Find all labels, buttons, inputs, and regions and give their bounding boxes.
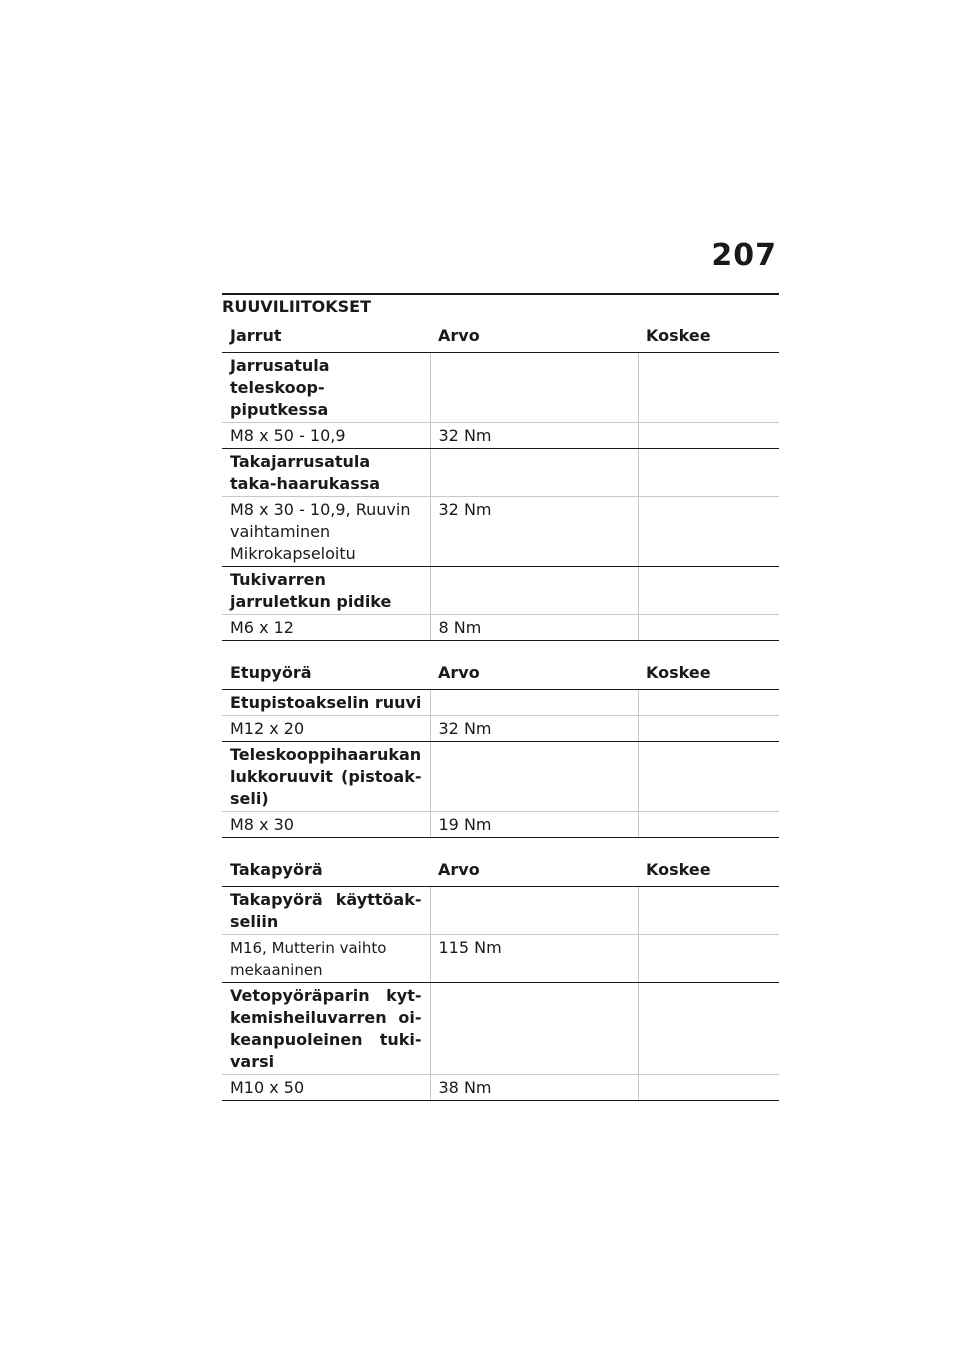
cell-part: Etupistoakselin ruuvi bbox=[222, 690, 430, 716]
column-header-applies: Koskee bbox=[638, 318, 779, 353]
cell-value: 115 Nm bbox=[430, 935, 638, 983]
table-spacer bbox=[222, 838, 779, 852]
cell-applies bbox=[638, 423, 779, 449]
cell-applies bbox=[638, 812, 779, 838]
cell-applies bbox=[638, 742, 779, 812]
cell-value: 32 Nm bbox=[430, 716, 638, 742]
cell-part: Jarrusatula teleskoop-piputkessa bbox=[222, 353, 430, 423]
cell-value bbox=[430, 353, 638, 423]
torque-tables bbox=[222, 318, 779, 1101]
cell-part: Takapyörä käyttöak-seliin bbox=[222, 887, 430, 935]
table-header-row bbox=[222, 655, 779, 690]
cell-value bbox=[430, 449, 638, 497]
cell-part: M8 x 30 - 10,9, Ruuvin vaihtaminen Mikrokapseloitu bbox=[222, 497, 430, 567]
header-rule bbox=[222, 293, 779, 295]
column-header-value: Arvo bbox=[430, 655, 638, 690]
cell-value: 32 Nm bbox=[430, 497, 638, 567]
table-row bbox=[222, 935, 779, 983]
cell-applies bbox=[638, 567, 779, 615]
cell-applies bbox=[638, 497, 779, 567]
table-row bbox=[222, 1075, 779, 1101]
table-row bbox=[222, 983, 779, 1075]
cell-part: M6 x 12 bbox=[222, 615, 430, 641]
table-row bbox=[222, 716, 779, 742]
table-row bbox=[222, 423, 779, 449]
cell-value: 8 Nm bbox=[430, 615, 638, 641]
table-row bbox=[222, 353, 779, 423]
cell-applies bbox=[638, 353, 779, 423]
cell-value bbox=[430, 690, 638, 716]
column-header-part: Etupyörä bbox=[222, 655, 430, 690]
cell-applies bbox=[638, 983, 779, 1075]
cell-applies bbox=[638, 935, 779, 983]
table-row bbox=[222, 812, 779, 838]
cell-value bbox=[430, 742, 638, 812]
table-row bbox=[222, 690, 779, 716]
cell-applies bbox=[638, 1075, 779, 1101]
table-row bbox=[222, 887, 779, 935]
table-row bbox=[222, 742, 779, 812]
table-front-wheel bbox=[222, 655, 779, 838]
cell-value bbox=[430, 567, 638, 615]
cell-part: M10 x 50 bbox=[222, 1075, 430, 1101]
cell-part: M8 x 50 - 10,9 bbox=[222, 423, 430, 449]
cell-part: M8 x 30 bbox=[222, 812, 430, 838]
column-header-value: Arvo bbox=[430, 318, 638, 353]
section-title: RUUVILIITOKSET bbox=[222, 297, 372, 316]
table-spacer bbox=[222, 641, 779, 655]
table-row bbox=[222, 449, 779, 497]
column-header-applies: Koskee bbox=[638, 852, 779, 887]
cell-part: Teleskooppihaarukan lukkoruuvit (pistoak-seli) bbox=[222, 742, 430, 812]
cell-value: 32 Nm bbox=[430, 423, 638, 449]
cell-applies bbox=[638, 615, 779, 641]
table-row bbox=[222, 567, 779, 615]
cell-value: 19 Nm bbox=[430, 812, 638, 838]
table-header-row bbox=[222, 852, 779, 887]
cell-value bbox=[430, 983, 638, 1075]
cell-applies bbox=[638, 690, 779, 716]
table-row bbox=[222, 615, 779, 641]
column-header-part: Jarrut bbox=[222, 318, 430, 353]
cell-applies bbox=[638, 887, 779, 935]
page-number: 207 bbox=[711, 238, 777, 273]
table-rear-wheel bbox=[222, 852, 779, 1101]
cell-value bbox=[430, 887, 638, 935]
cell-part: Vetopyöräparin kyt-kemisheiluvarren oi-keanpuoleinen tuki-varsi bbox=[222, 983, 430, 1075]
table-row bbox=[222, 497, 779, 567]
column-header-value: Arvo bbox=[430, 852, 638, 887]
column-header-applies: Koskee bbox=[638, 655, 779, 690]
cell-part: M12 x 20 bbox=[222, 716, 430, 742]
cell-value: 38 Nm bbox=[430, 1075, 638, 1101]
table-brakes bbox=[222, 318, 779, 641]
table-header-row bbox=[222, 318, 779, 353]
cell-applies bbox=[638, 449, 779, 497]
column-header-part: Takapyörä bbox=[222, 852, 430, 887]
cell-applies bbox=[638, 716, 779, 742]
cell-part: Takajarrusatula taka-haarukassa bbox=[222, 449, 430, 497]
cell-part: Tukivarren jarruletkun pidike bbox=[222, 567, 430, 615]
cell-part: M16, Mutterin vaihto mekaaninen bbox=[222, 935, 430, 983]
